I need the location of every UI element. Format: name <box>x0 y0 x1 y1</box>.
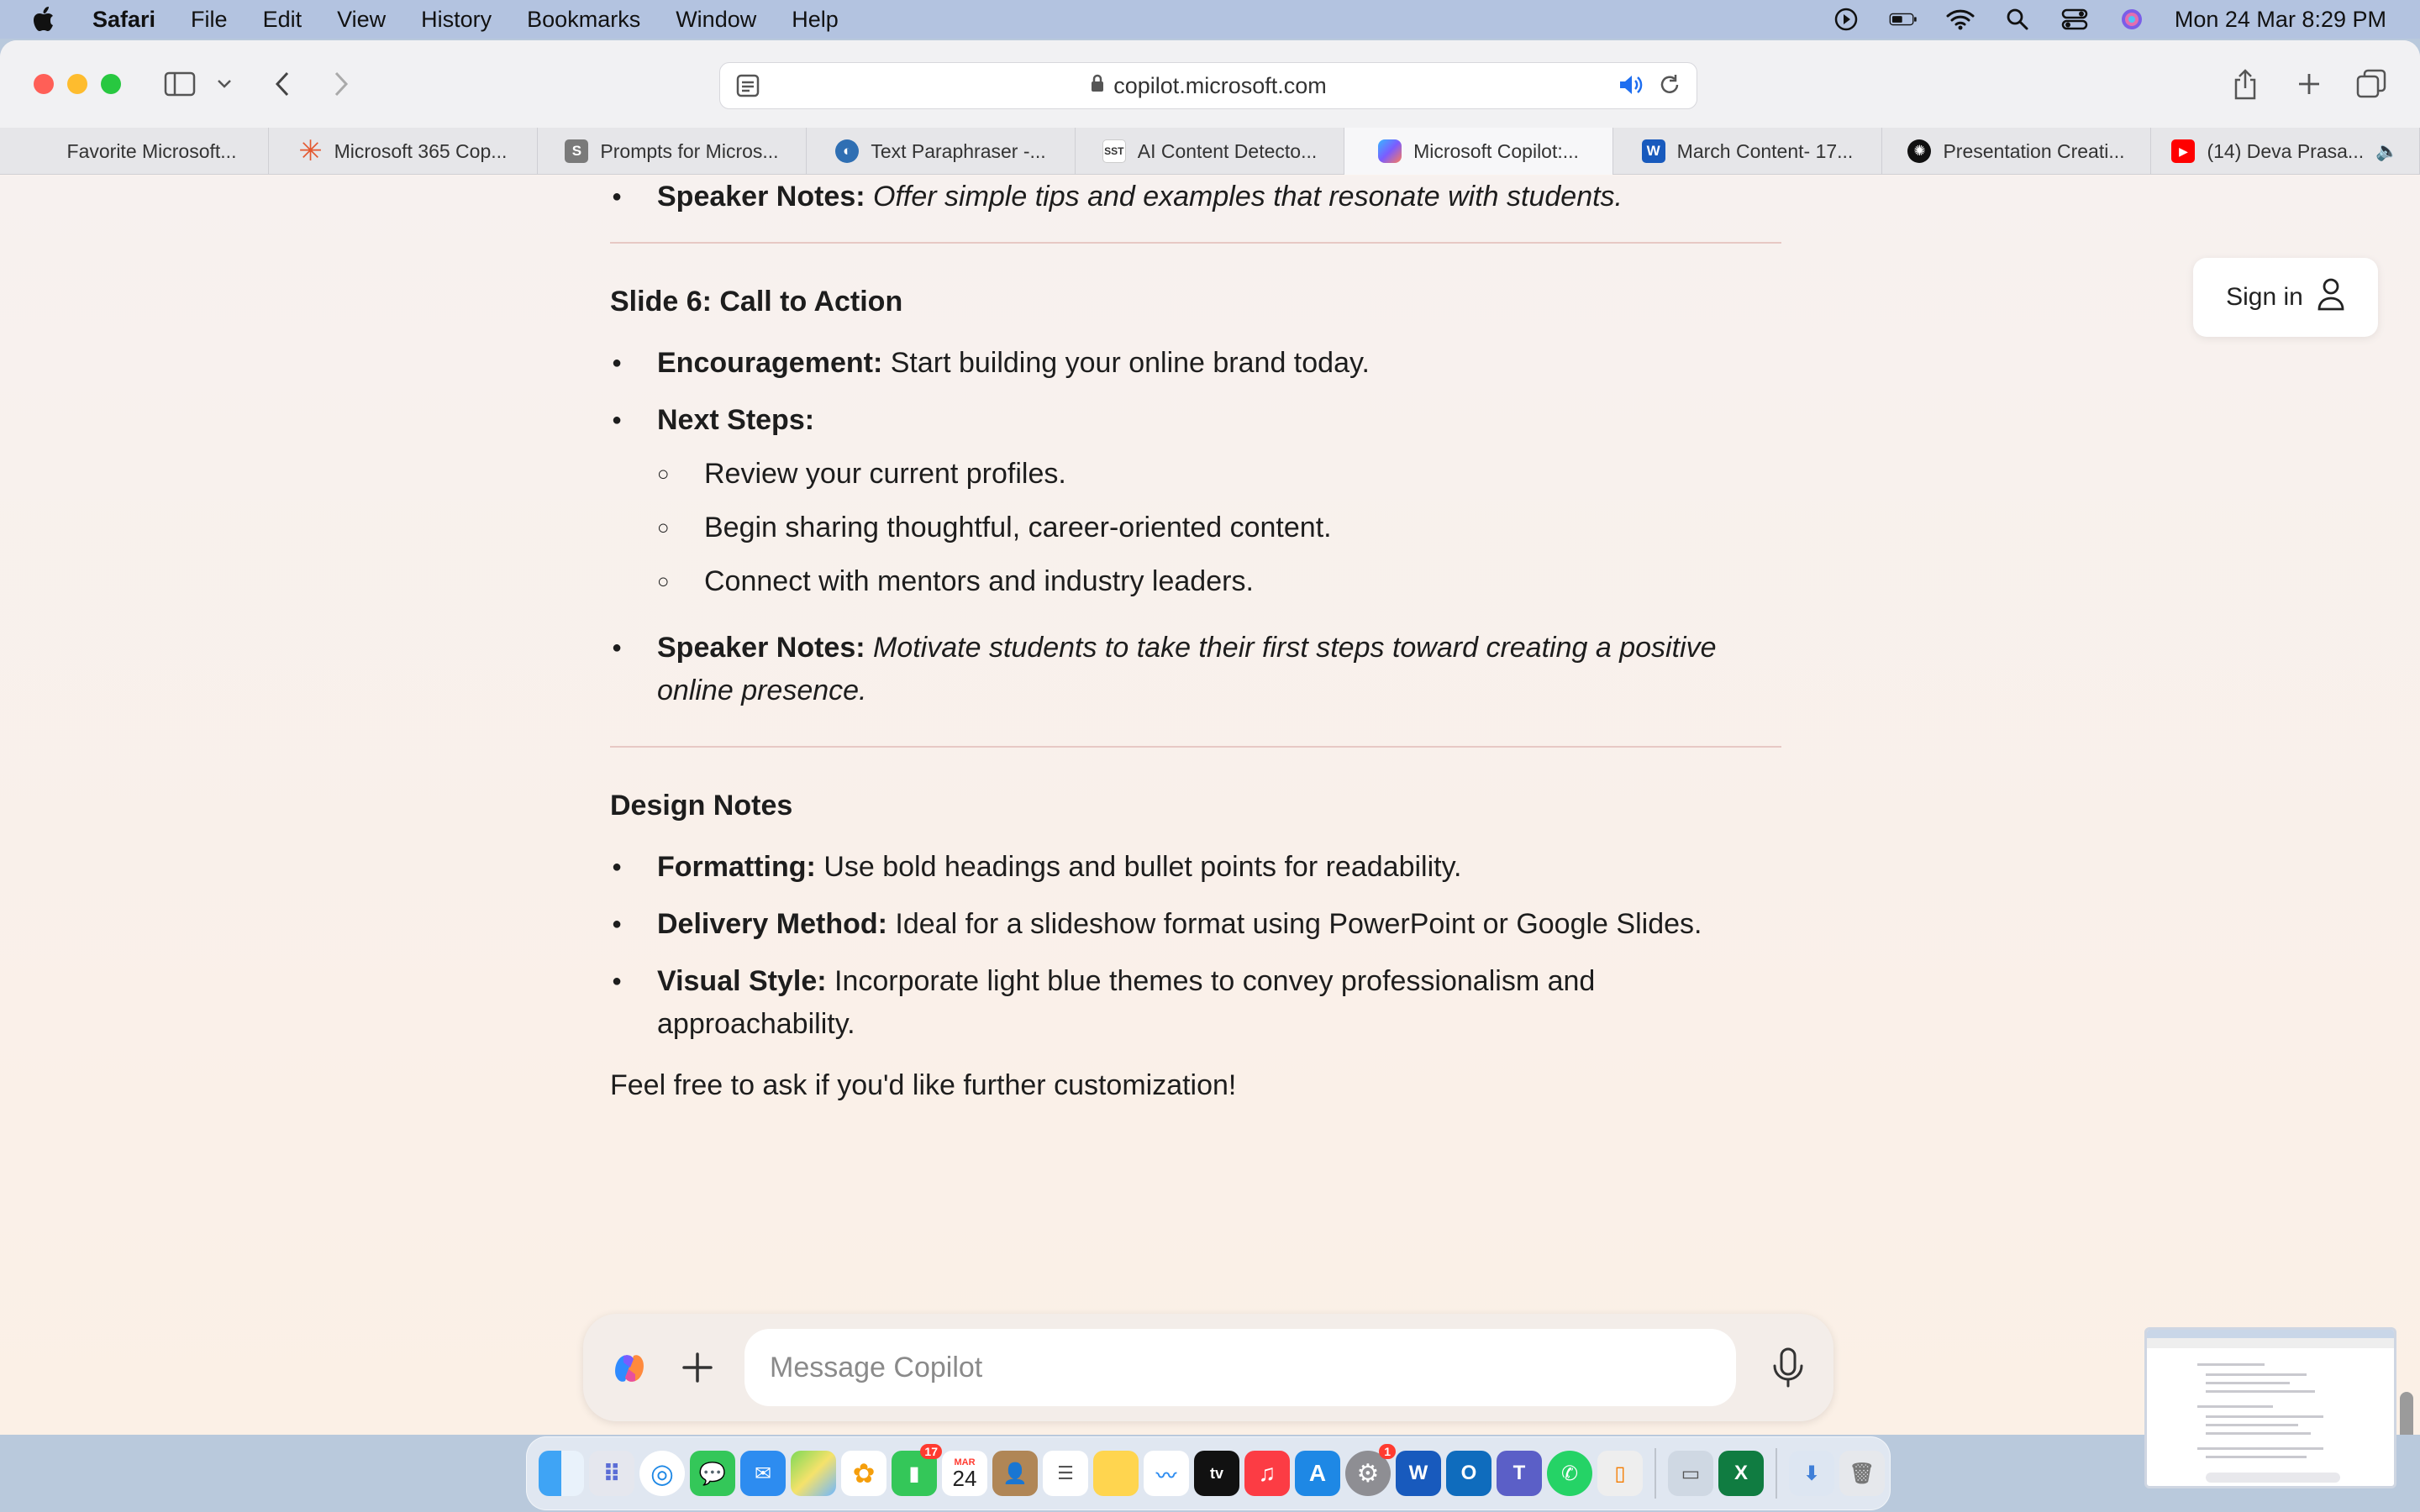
reload-icon[interactable] <box>1658 73 1681 102</box>
list-item: ○ Connect with mentors and industry leaders. <box>657 560 1781 603</box>
finder-icon[interactable] <box>539 1451 584 1496</box>
downloads-folder-icon[interactable]: ⬇ <box>1789 1451 1834 1496</box>
message-input[interactable] <box>744 1329 1736 1406</box>
calendar-month: MAR <box>954 1457 976 1467</box>
copilot-response <box>610 176 1781 1107</box>
copilot-page <box>0 176 2420 1435</box>
dock-separator <box>1655 1448 1656 1499</box>
outlook-icon[interactable]: O <box>1446 1451 1491 1496</box>
notification-badge: 1 <box>1379 1444 1396 1459</box>
minimize-window-button[interactable] <box>67 74 87 94</box>
divider <box>610 242 1781 244</box>
tab-microsoft-365-copilot[interactable] <box>269 128 538 175</box>
back-button[interactable] <box>267 66 297 102</box>
tab-overview-icon[interactable] <box>2354 66 2388 102</box>
reminders-icon[interactable]: ☰ <box>1043 1451 1088 1496</box>
address-bar[interactable] <box>719 62 1697 109</box>
app-store-icon[interactable]: A <box>1295 1451 1340 1496</box>
tab-label: March Content- 17... <box>1676 139 1854 162</box>
tab-label: Text Paraphraser -... <box>871 139 1046 162</box>
notes-icon[interactable] <box>1093 1451 1139 1496</box>
facetime-icon[interactable]: ▮ 17 <box>892 1451 937 1496</box>
menu-bar <box>0 0 2420 39</box>
tab-label: Favorite Microsoft... <box>66 139 237 162</box>
play-status-icon[interactable] <box>1832 7 1860 32</box>
list-item: ● Formatting: Use bold headings and bullet points for readability. <box>610 846 1781 889</box>
copilot-logo-icon <box>1378 139 1402 163</box>
user-icon <box>2317 277 2345 318</box>
sign-in-label: Sign in <box>2226 283 2303 311</box>
system-settings-icon[interactable]: ⚙ 1 <box>1345 1451 1391 1496</box>
list-item: ● Speaker Notes: Offer simple tips and examples that resonate with students. <box>610 176 1781 218</box>
menu-window[interactable]: Window <box>676 6 757 32</box>
close-window-button[interactable] <box>34 74 54 94</box>
safari-icon[interactable]: ◎ <box>639 1451 685 1496</box>
tab-label: Microsoft Copilot:... <box>1413 139 1579 162</box>
word-logo-icon: W <box>1642 139 1665 163</box>
closing-text: Feel free to ask if you'd like further customization! <box>610 1069 1237 1101</box>
teams-icon[interactable]: T <box>1497 1451 1542 1496</box>
list-item: ● Delivery Method: Ideal for a slideshow format using PowerPoint or Google Slides. <box>610 903 1781 946</box>
openai-logo-icon: ✺ <box>1907 139 1931 163</box>
ipad-mirror-icon[interactable]: ▯ <box>1597 1451 1643 1496</box>
tab-label: Microsoft 365 Cop... <box>334 139 508 162</box>
tab-youtube[interactable] <box>2151 128 2420 175</box>
freeform-icon[interactable]: 〰 <box>1144 1451 1189 1496</box>
contacts-icon[interactable]: 👤 <box>992 1451 1038 1496</box>
speaker-icon[interactable]: 🔈 <box>2375 140 2399 161</box>
design-notes-heading: Design Notes <box>610 790 793 822</box>
list-item: ● Visual Style: Incorporate light blue themes to convey professionalism and approachability. <box>610 960 1781 1046</box>
browser-toolbar <box>0 40 2420 128</box>
lock-icon <box>1090 73 1105 99</box>
screenshot-preview-thumbnail[interactable] <box>2144 1327 2396 1488</box>
menu-edit[interactable]: Edit <box>262 6 302 32</box>
preview-icon[interactable]: ▭ <box>1668 1451 1713 1496</box>
microphone-icon[interactable] <box>1770 1346 1807 1394</box>
sidebar-toggle-icon[interactable] <box>161 66 198 102</box>
control-center-icon[interactable] <box>2060 7 2089 32</box>
safari-window <box>0 40 2420 1435</box>
divider <box>610 746 1781 748</box>
share-icon[interactable] <box>2228 66 2262 102</box>
tab-label: Presentation Creati... <box>1943 139 2125 162</box>
youtube-logo-icon: ▶ <box>2171 139 2195 163</box>
brain-icon: ◐ <box>835 139 859 163</box>
audio-playing-icon[interactable] <box>1618 73 1643 102</box>
zoom-window-button[interactable] <box>101 74 121 94</box>
message-composer <box>583 1314 1833 1421</box>
copilot-logo-icon[interactable] <box>608 1347 650 1394</box>
battery-icon[interactable] <box>1889 7 1918 32</box>
apple-tv-icon[interactable]: tv <box>1194 1451 1239 1496</box>
microsoft-logo-icon <box>32 139 55 163</box>
tab-presentation-creation[interactable] <box>1882 128 2151 175</box>
wifi-icon[interactable] <box>1946 7 1975 32</box>
page-scrollbar[interactable] <box>2400 1392 2413 1435</box>
maps-icon[interactable] <box>791 1451 836 1496</box>
page-menu-icon[interactable] <box>735 73 760 104</box>
word-icon[interactable]: W <box>1396 1451 1441 1496</box>
tab-label: AI Content Detecto... <box>1137 139 1318 162</box>
list-item: ○ Begin sharing thoughtful, career-oriented content. <box>657 507 1781 549</box>
tab-ai-content-detector[interactable] <box>1076 128 1344 175</box>
dock-separator <box>1776 1448 1777 1499</box>
tab-favorite-microsoft[interactable] <box>0 128 269 175</box>
menu-datetime[interactable]: Mon 24 Mar 8:29 PM <box>2174 6 2386 32</box>
menu-help[interactable]: Help <box>792 6 839 32</box>
menu-view[interactable]: View <box>337 6 387 32</box>
menu-bookmarks[interactable]: Bookmarks <box>527 6 641 32</box>
music-icon[interactable]: ♫ <box>1244 1451 1290 1496</box>
spotlight-search-icon[interactable] <box>2003 7 2032 32</box>
siri-icon[interactable] <box>2118 7 2146 32</box>
tab-label: (14) Deva Prasa... <box>2207 139 2365 162</box>
photos-icon[interactable]: ✿ <box>841 1451 886 1496</box>
chevron-down-icon[interactable] <box>213 66 235 102</box>
tab-march-content[interactable] <box>1613 128 1882 175</box>
tab-prompts[interactable] <box>538 128 807 175</box>
s-logo-icon: S <box>565 139 588 163</box>
launchpad-icon[interactable]: ⠿ <box>589 1451 634 1496</box>
calendar-icon[interactable] <box>942 1451 987 1496</box>
excel-icon[interactable]: X <box>1718 1451 1764 1496</box>
new-tab-icon[interactable] <box>2292 66 2326 102</box>
forward-button[interactable] <box>326 66 356 102</box>
list-item: ● Speaker Notes: Motivate students to take their first steps toward creating a positive online presence. <box>610 627 1781 712</box>
mail-icon[interactable]: ✉ <box>740 1451 786 1496</box>
apple-menu-icon[interactable] <box>32 5 57 34</box>
dock <box>526 1436 1891 1510</box>
tab-microsoft-copilot[interactable] <box>1344 128 1613 175</box>
url-text[interactable]: copilot.microsoft.com <box>1113 72 1327 98</box>
tab-bar <box>0 128 2420 175</box>
list-item: ○ Review your current profiles. <box>657 453 1781 496</box>
list-item: ● Encouragement: Start building your online brand today. <box>610 342 1781 385</box>
tab-label: Prompts for Micros... <box>600 139 779 162</box>
menu-file[interactable]: File <box>191 6 228 32</box>
notification-badge: 17 <box>920 1444 942 1459</box>
slide6-heading: Slide 6: Call to Action <box>610 286 903 318</box>
trash-icon[interactable]: 🗑 <box>1839 1451 1885 1496</box>
whatsapp-icon[interactable]: ✆ <box>1547 1451 1592 1496</box>
calendar-day: 24 <box>952 1465 977 1491</box>
asterisk-logo-icon: ✳ <box>298 135 323 167</box>
menu-history[interactable]: History <box>421 6 492 32</box>
add-attachment-button[interactable] <box>677 1347 718 1392</box>
tab-text-paraphraser[interactable] <box>807 128 1076 175</box>
messages-icon[interactable]: 💬 <box>690 1451 735 1496</box>
menu-app-name[interactable]: Safari <box>92 6 156 32</box>
sign-in-button[interactable] <box>2193 258 2378 337</box>
sst-logo-icon: SST <box>1102 139 1126 163</box>
list-item: ● Next Steps: ○ Review your current profiles. ○ Begin sharing thoughtful, career-oriented content. ○ Connect with mentors and industry leaders. <box>610 399 1781 603</box>
